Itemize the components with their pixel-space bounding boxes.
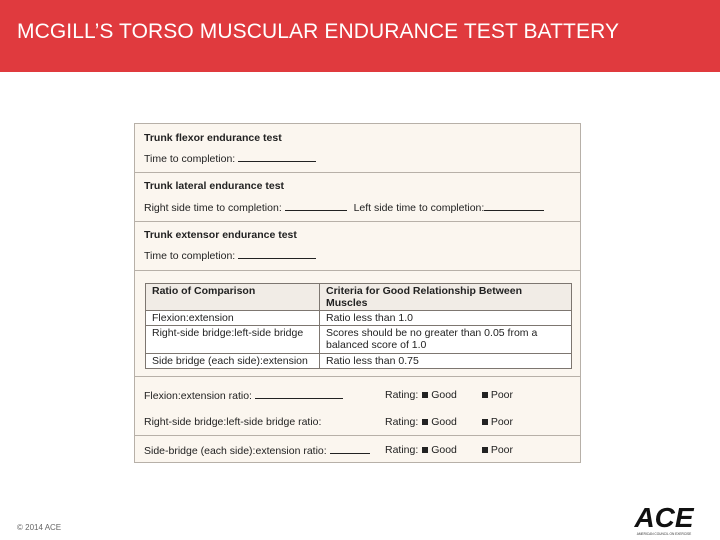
flexor-heading: Trunk flexor endurance test [144,132,282,144]
flexor-time-line [144,152,316,165]
checkbox-good[interactable] [422,447,428,453]
checkbox-good[interactable] [422,392,428,398]
flexor-section [135,124,580,173]
table-row [146,353,572,368]
lateral-heading: Trunk lateral endurance test [144,180,285,192]
table-cell-ratio: Flexion:extension [146,311,320,326]
table-header-ratio: Ratio of Comparison [146,284,320,311]
table-row [146,326,572,353]
ratio-criteria-table [145,283,572,369]
extensor-time-blank[interactable] [238,249,316,259]
extensor-section [135,222,580,271]
extensor-time-line [144,249,316,262]
page-title: MCGILL’S TORSO MUSCULAR ENDURANCE TEST BATTERY [17,20,620,43]
assessment-form [134,123,581,463]
rating-blank[interactable] [330,444,370,454]
ratings-divider-top [135,376,580,377]
rating-label: Right-side bridge:left-side bridge ratio: [144,416,322,428]
left-side-blank[interactable] [484,201,544,211]
table-header-row [146,284,572,311]
rating-label: Side-bridge (each side):extension ratio: [144,444,370,457]
lateral-section [135,173,580,222]
table-cell-criteria: Ratio less than 0.75 [320,353,572,368]
header-bar [0,0,720,72]
table-cell-criteria: Ratio less than 1.0 [320,311,572,326]
table-cell-criteria: Scores should be no greater than 0.05 from a balanced score of 1.0 [320,326,572,353]
extensor-time-label: Time to completion: [144,250,236,262]
rating-blank[interactable] [255,389,343,399]
checkbox-poor[interactable] [482,419,488,425]
ratings-divider-bottom [135,435,580,436]
rating-options: Rating: Good Poor [385,444,513,456]
ace-logo [620,501,708,537]
table-header-criteria: Criteria for Good Relationship Between Muscles [320,284,572,311]
table-cell-ratio: Side bridge (each side):extension [146,353,320,368]
table-row [146,311,572,326]
flexor-time-label: Time to completion: [144,153,236,165]
checkbox-good[interactable] [422,419,428,425]
copyright-text: © 2014 ACE [17,523,62,532]
left-side-label: Left side time to completion: [353,202,485,214]
lateral-time-line [144,201,544,214]
flexor-time-blank[interactable] [238,152,316,162]
table-cell-ratio: Right-side bridge:left-side bridge [146,326,320,353]
ace-logo-tagline: AMERICAN COUNCIL ON EXERCISE [636,532,692,536]
ace-logo-text: ACE [634,502,694,533]
rating-options: Rating: Good Poor [385,416,513,428]
rating-options: Rating: Good Poor [385,389,513,401]
checkbox-poor[interactable] [482,392,488,398]
checkbox-poor[interactable] [482,447,488,453]
right-side-label: Right side time to completion: [144,202,282,214]
right-side-blank[interactable] [285,201,347,211]
extensor-heading: Trunk extensor endurance test [144,229,297,241]
rating-label: Flexion:extension ratio: [144,389,343,402]
